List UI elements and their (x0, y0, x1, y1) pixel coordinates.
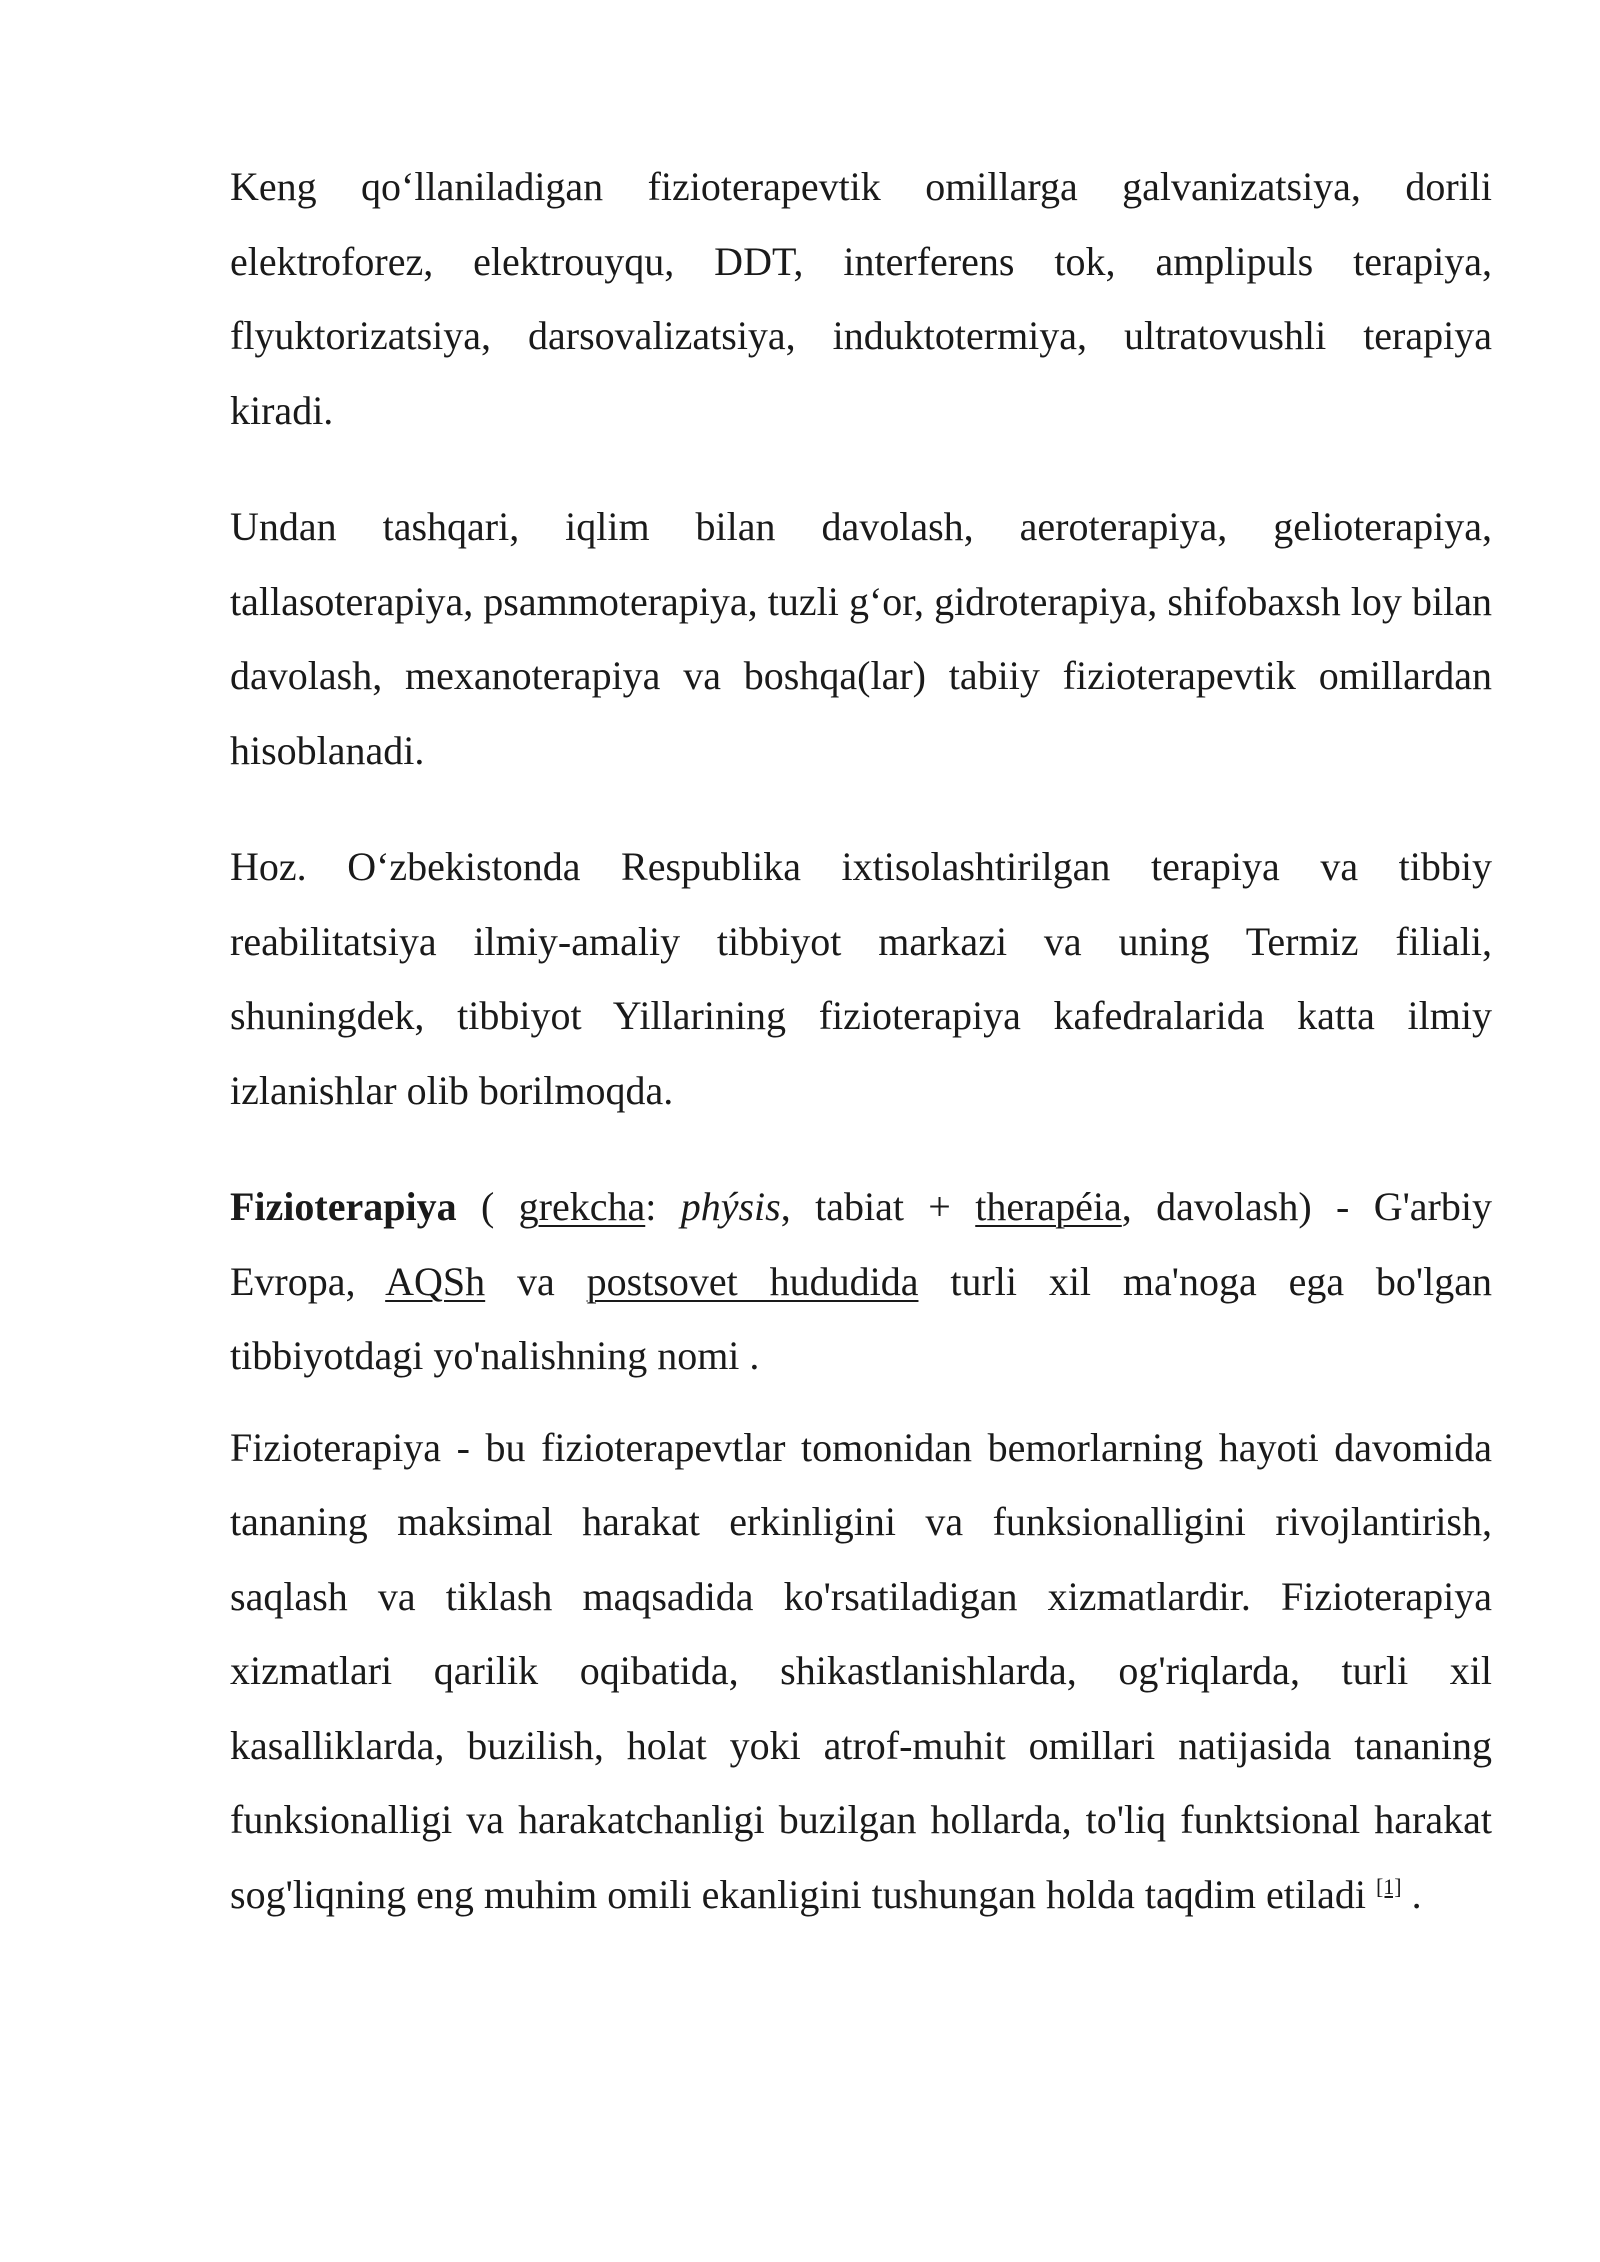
footnote-ref (1376, 1874, 1402, 1899)
term-fizioterapiya: Fizioterapiya (230, 1184, 457, 1229)
text-fragment: turli xil ma'noga ega bo'lgan tibbiyotdagi yo'nalishning nomi . (230, 1258, 1492, 1378)
paragraph-physiotherapy-factors: Keng qo‘llaniladigan fizioterapevtik omillarga galvanizatsiya, dorili elektroforez, elektrouyqu, DDT, interferens tok, amplipuls terapiya, flyuktorizatsiya, darsovalizatsiya, induktotermiya, ultratovushli terapiya kiradi. (230, 164, 1492, 433)
services-text: Fizioterapiya - bu fizioterapevtlar tomonidan bemorlarning hayoti davomida tananing maksimal harakat erkinligini va funksionalligini rivojlantirish, saqlash va tiklash maqsadida ko'rsatiladigan xizmatlardir. Fizioterapiya xizmatlari qarilik oqibatida, shikastlanishlarda, og'riqlarda, turli xil kasalliklarda, buzilish, holat yoki atrof-muhit omillari natijasida tananing funksionalligi va harakatchanligi buzilgan hollarda, to'liq funktsional harakat sog'liqning eng muhim omili ekanligini tushungan holda taqdim etiladi (230, 1424, 1492, 1917)
text-fragment: : (645, 1184, 681, 1229)
link-therapeia[interactable]: therapéia (975, 1184, 1122, 1229)
paragraph-natural-factors: Undan tashqari, iqlim bilan davolash, aeroterapiya, gelioterapiya, tallasoterapiya, psammoterapiya, tuzli g‘or, gidroterapiya, shifobaxsh loy bilan davolash, mexanoterapiya va boshqa(lar) tabiiy fizioterapevtik omillardan hisoblanadi. (230, 504, 1492, 773)
paragraph-services (230, 1411, 1492, 1933)
link-grekcha[interactable]: grekcha (518, 1184, 646, 1229)
link-postsovet-hududida[interactable]: postsovet hududida (586, 1258, 919, 1304)
word-physis: phýsis (680, 1184, 781, 1229)
text-fragment: va (485, 1258, 587, 1304)
paragraph-research-uzbekistan: Hoz. O‘zbekistonda Respublika ixtisolashtirilgan terapiya va tibbiy reabilitatsiya ilmiy-amaliy tibbiyot markazi va uning Termiz filiali, shuningdek, tibbiyot Yillarining fizioterapiya kafedralarida katta ilmiy izlanishlar olib borilmoqda. (230, 844, 1492, 1113)
link-aqsh[interactable]: AQSh (385, 1258, 486, 1304)
text-fragment: , davolash) - G'arbiy Evropa, (230, 1184, 1492, 1304)
paragraph-definition (230, 1170, 1492, 1394)
text-fragment: ( (456, 1184, 519, 1229)
footnote-link[interactable]: [1] (1375, 1873, 1402, 1899)
document-page (230, 150, 1492, 1932)
text-fragment: . (1401, 1871, 1422, 1917)
text-fragment: , tabiat + (780, 1184, 976, 1229)
